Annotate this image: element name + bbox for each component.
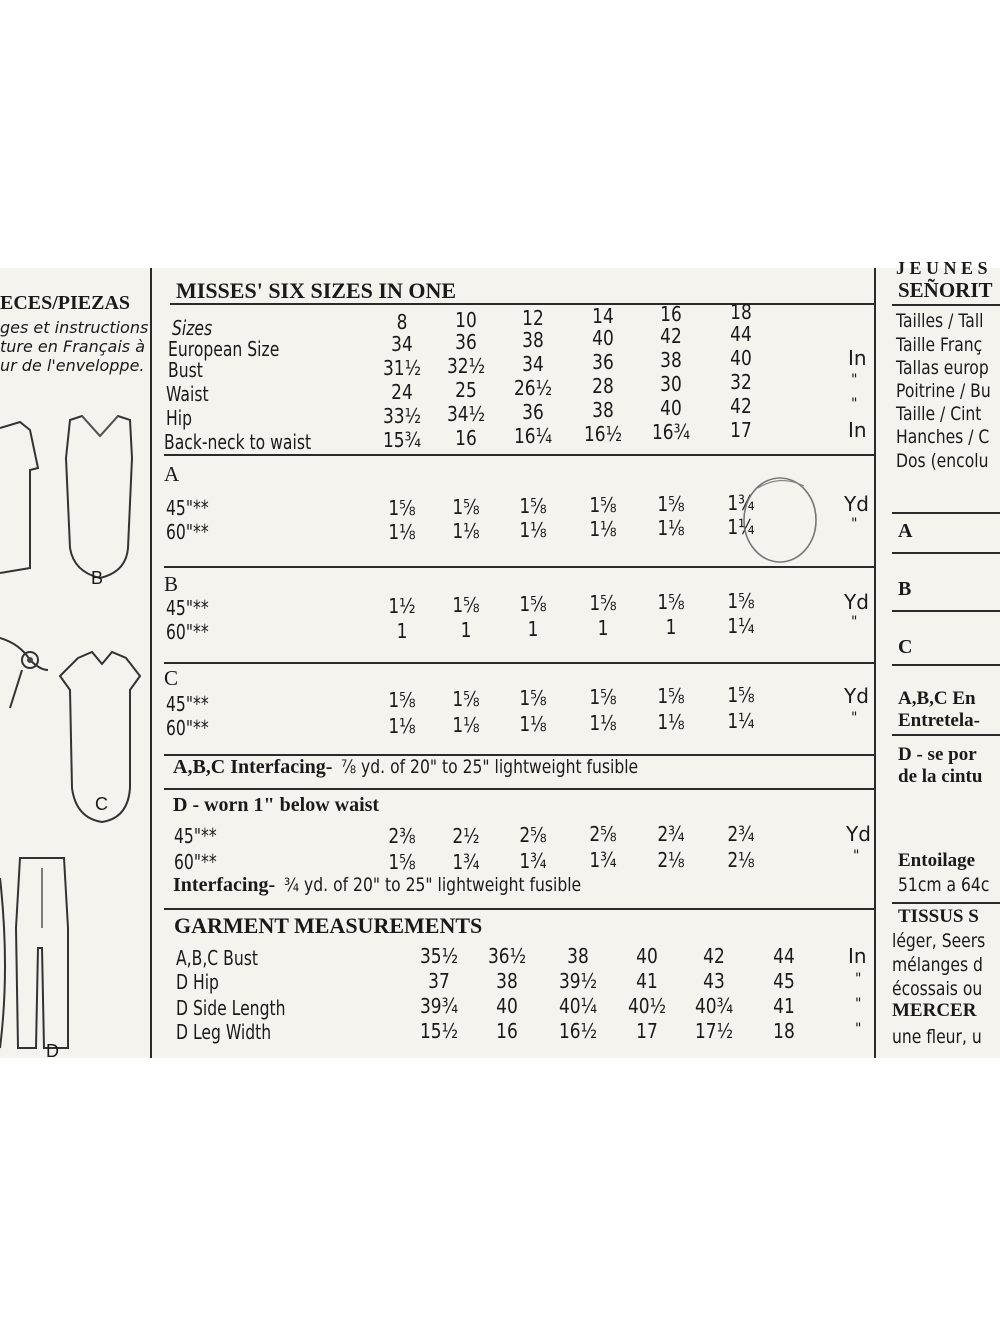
cell: 36½ [487, 944, 527, 968]
cell: 1¾ [727, 491, 755, 515]
view-label-b: B [91, 568, 104, 588]
section-rule [164, 454, 874, 456]
cell: 1 [597, 616, 609, 640]
right-tissus-line: mélanges d [892, 954, 983, 976]
row-label: Sizes [172, 316, 213, 340]
row-label: 60"** [166, 716, 209, 740]
cell: 16¼ [513, 424, 553, 448]
cell: 8 [396, 310, 408, 334]
right-size-label: Hanches / C [896, 426, 990, 448]
cell: 1¾ [452, 850, 480, 874]
cell: 42 [660, 324, 682, 348]
cell: 2⅛ [727, 848, 755, 872]
cell: 2⅝ [519, 823, 547, 847]
cell: 1⅝ [452, 593, 480, 617]
cell: 40 [592, 326, 614, 350]
cell: 26½ [513, 376, 553, 400]
cell: 16½ [558, 1019, 598, 1043]
right-title: SEÑORIT [898, 278, 993, 302]
right-rule [892, 610, 1000, 612]
right-entoilage-line: 51cm a 64c [898, 874, 990, 896]
cell: 1⅝ [657, 492, 685, 516]
view-c-label: C [164, 666, 179, 690]
abc-interfacing-heading: A,B,C Interfacing- [173, 756, 333, 778]
cell: 15¾ [382, 428, 422, 452]
cell: 1⅝ [727, 589, 755, 613]
unit: " [851, 614, 858, 630]
cell: 2⅛ [657, 848, 685, 872]
cell: 1¼ [727, 709, 755, 733]
cell: 40 [636, 944, 658, 968]
title-rule [170, 303, 874, 305]
d-interfacing-line [173, 874, 646, 897]
row-label: European Size [168, 337, 280, 361]
cell: 1⅝ [727, 683, 755, 707]
row-label: D Side Length [176, 996, 286, 1020]
garment-title: GARMENT MEASUREMENTS [174, 913, 483, 938]
cell: 42 [730, 394, 752, 418]
unit: Yd [846, 822, 871, 846]
cell: 45 [773, 969, 795, 993]
main-title: MISSES' SIX SIZES IN ONE [176, 278, 457, 303]
cell: 1⅝ [657, 590, 685, 614]
cell: 40¾ [694, 994, 734, 1018]
view-b-top-sketch [66, 416, 132, 578]
cell: 1⅛ [657, 516, 685, 540]
cell: 34 [522, 352, 544, 376]
right-rule [892, 902, 1000, 904]
cell: 1⅝ [388, 496, 416, 520]
cell: 40 [730, 346, 752, 370]
unit: In [848, 418, 867, 442]
cell: 1⅝ [589, 591, 617, 615]
left-title: ECES/PIEZAS [0, 292, 131, 314]
cell: 1⅝ [452, 687, 480, 711]
right-size-label: Dos (encolu [896, 450, 989, 472]
d-interfacing-text: ¾ yd. of 20" to 25" lightweight fusible [283, 874, 581, 896]
right-rule [892, 734, 1000, 736]
row-label: Back-neck to waist [164, 430, 312, 454]
view-label-c: C [95, 794, 108, 814]
cell: 2½ [452, 824, 480, 848]
cell: 17½ [694, 1019, 734, 1043]
cell: 1¼ [727, 515, 755, 539]
cell: 1⅝ [519, 494, 547, 518]
right-size-label: Taille Franç [896, 334, 983, 356]
right-size-label: Tailles / Tall [896, 310, 984, 332]
cell: 1¾ [519, 849, 547, 873]
cell: 1 [396, 619, 408, 643]
cell: 28 [592, 374, 614, 398]
cell: 40½ [627, 994, 667, 1018]
row-label: D Leg Width [176, 1020, 272, 1044]
cell: 41 [773, 994, 795, 1018]
cell: 16 [660, 302, 682, 326]
cell: 33½ [382, 404, 422, 428]
cell: 18 [773, 1019, 795, 1043]
garment-sketches [0, 408, 160, 1048]
row-label: Hip [166, 406, 192, 430]
cell: 32 [730, 370, 752, 394]
left-note-line: ges et instructions [0, 318, 149, 337]
cell: 44 [730, 322, 752, 346]
right-view-a: A [898, 520, 913, 542]
row-label: 60"** [174, 850, 217, 874]
d-section-title: D - worn 1" below waist [173, 794, 380, 816]
cell: 16 [496, 1019, 518, 1043]
cell: 1⅛ [589, 711, 617, 735]
unit: " [855, 1021, 862, 1037]
row-label: Bust [168, 358, 203, 382]
cell: 1 [527, 617, 539, 641]
row-label: 45"** [174, 824, 217, 848]
row-label: Waist [166, 382, 209, 406]
cell: 12 [522, 306, 544, 330]
unit: " [851, 516, 858, 532]
right-rule [892, 552, 1000, 554]
right-size-label: Taille / Cint [896, 403, 982, 425]
view-a-top-sketch [0, 422, 38, 573]
row-label: D Hip [176, 970, 219, 994]
right-d-line: D - se por [898, 744, 977, 765]
cell: 38 [567, 944, 589, 968]
cell: 17 [636, 1019, 658, 1043]
cell: 43 [703, 969, 725, 993]
cell: 40¼ [558, 994, 598, 1018]
unit: " [855, 996, 862, 1012]
unit: Yd [844, 590, 869, 614]
abc-interfacing-text: ⅞ yd. of 20" to 25" lightweight fusible [340, 756, 639, 778]
left-divider [150, 268, 152, 1058]
cell: 40 [660, 396, 682, 420]
row-label: A,B,C Bust [176, 946, 258, 970]
cell: 37 [428, 969, 450, 993]
unit: " [853, 848, 860, 864]
cell: 40 [496, 994, 518, 1018]
right-d-line: de la cintu [898, 766, 983, 787]
cell: 38 [592, 398, 614, 422]
cell: 38 [660, 348, 682, 372]
right-abc-line: A,B,C En [898, 688, 976, 709]
cell: 1⅛ [452, 519, 480, 543]
cell: 42 [703, 944, 725, 968]
unit: " [851, 710, 858, 726]
right-rule [892, 512, 1000, 514]
unit: In [848, 944, 867, 968]
cell: 35½ [419, 944, 459, 968]
cell: 2¾ [727, 822, 755, 846]
cell: 2¾ [657, 822, 685, 846]
cell: 32½ [446, 354, 486, 378]
cell: 1 [665, 615, 677, 639]
cell: 24 [391, 380, 413, 404]
cell: 34 [391, 332, 413, 356]
cell: 1 [460, 618, 472, 642]
row-label: 45"** [166, 692, 209, 716]
cell: 1⅛ [589, 517, 617, 541]
cell: 31½ [382, 356, 422, 380]
left-note-line: ture en Français à [0, 337, 145, 356]
unit: " [851, 372, 858, 388]
left-note-line: ur de l'enveloppe. [0, 356, 145, 375]
right-tissus-title: TISSUS S [898, 906, 979, 927]
unit: " [855, 971, 862, 987]
right-tissus-line: écossais ou [892, 978, 983, 1000]
cell: 36 [455, 330, 477, 354]
cell: 14 [592, 304, 614, 328]
cell: 38 [496, 969, 518, 993]
cell: 36 [592, 350, 614, 374]
cell: 16¾ [651, 420, 691, 444]
cell: 15½ [419, 1019, 459, 1043]
cell: 1⅛ [388, 714, 416, 738]
cell: 17 [730, 418, 752, 442]
row-label: 60"** [166, 620, 209, 644]
cell: 1⅝ [452, 495, 480, 519]
cell: 41 [636, 969, 658, 993]
cell: 1⅛ [657, 710, 685, 734]
cell: 1¾ [589, 848, 617, 872]
cell: 36 [522, 400, 544, 424]
cell: 16 [455, 426, 477, 450]
right-mercer-title: MERCER [892, 1000, 977, 1021]
right-abc-line: Entretela- [898, 710, 980, 731]
row-label: 45"** [166, 596, 209, 620]
cell: 10 [455, 308, 477, 332]
cell: 1⅛ [452, 713, 480, 737]
right-title-rule [892, 304, 1000, 306]
cell: 34½ [446, 402, 486, 426]
right-divider [874, 268, 876, 1058]
unit: Yd [844, 684, 869, 708]
right-tissus-line: léger, Seers [892, 930, 986, 952]
unit: " [851, 396, 858, 412]
right-mercer-line: une fleur, u [892, 1026, 982, 1048]
cell: 2⅜ [388, 824, 416, 848]
abc-interfacing-line [173, 756, 703, 779]
row-label: 60"** [166, 520, 209, 544]
cell: 1⅝ [589, 685, 617, 709]
cell: 1⅝ [388, 850, 416, 874]
pattern-envelope-photo [0, 258, 1000, 1061]
cell: 2⅝ [589, 822, 617, 846]
d-interfacing-heading: Interfacing- [173, 874, 276, 896]
cell: 1⅝ [589, 493, 617, 517]
view-a-label: A [164, 462, 180, 486]
right-size-label: Poitrine / Bu [896, 380, 991, 402]
size-18-circle-mark [740, 472, 826, 568]
view-label-d: D [46, 1041, 59, 1061]
view-b-label: B [164, 572, 179, 596]
cell: 1⅝ [519, 592, 547, 616]
right-view-b: B [898, 578, 912, 600]
cell: 1⅛ [388, 520, 416, 544]
section-rule [164, 788, 874, 790]
cell: 16½ [583, 422, 623, 446]
section-rule [164, 662, 874, 664]
right-rule [892, 664, 1000, 666]
right-size-label: Tallas europ [896, 357, 989, 379]
row-label: 45"** [166, 496, 209, 520]
right-entoilage-line: Entoilage [898, 850, 976, 871]
unit: In [848, 346, 867, 370]
right-view-c: C [898, 636, 913, 658]
cell: 18 [730, 300, 752, 324]
cell: 44 [773, 944, 795, 968]
section-rule [164, 908, 874, 910]
cell: 1⅛ [519, 518, 547, 542]
cell: 1⅝ [657, 684, 685, 708]
cell: 1⅛ [519, 712, 547, 736]
cell: 30 [660, 372, 682, 396]
cell: 39¾ [419, 994, 459, 1018]
cell: 1⅝ [388, 688, 416, 712]
cell: 38 [522, 328, 544, 352]
cell: 25 [455, 378, 477, 402]
cropped-heading-top: J E U N E S [896, 258, 988, 278]
unit: Yd [844, 492, 869, 516]
cell: 1½ [388, 594, 416, 618]
cell: 1⅝ [519, 686, 547, 710]
cell: 39½ [558, 969, 598, 993]
cell: 1¼ [727, 614, 755, 638]
